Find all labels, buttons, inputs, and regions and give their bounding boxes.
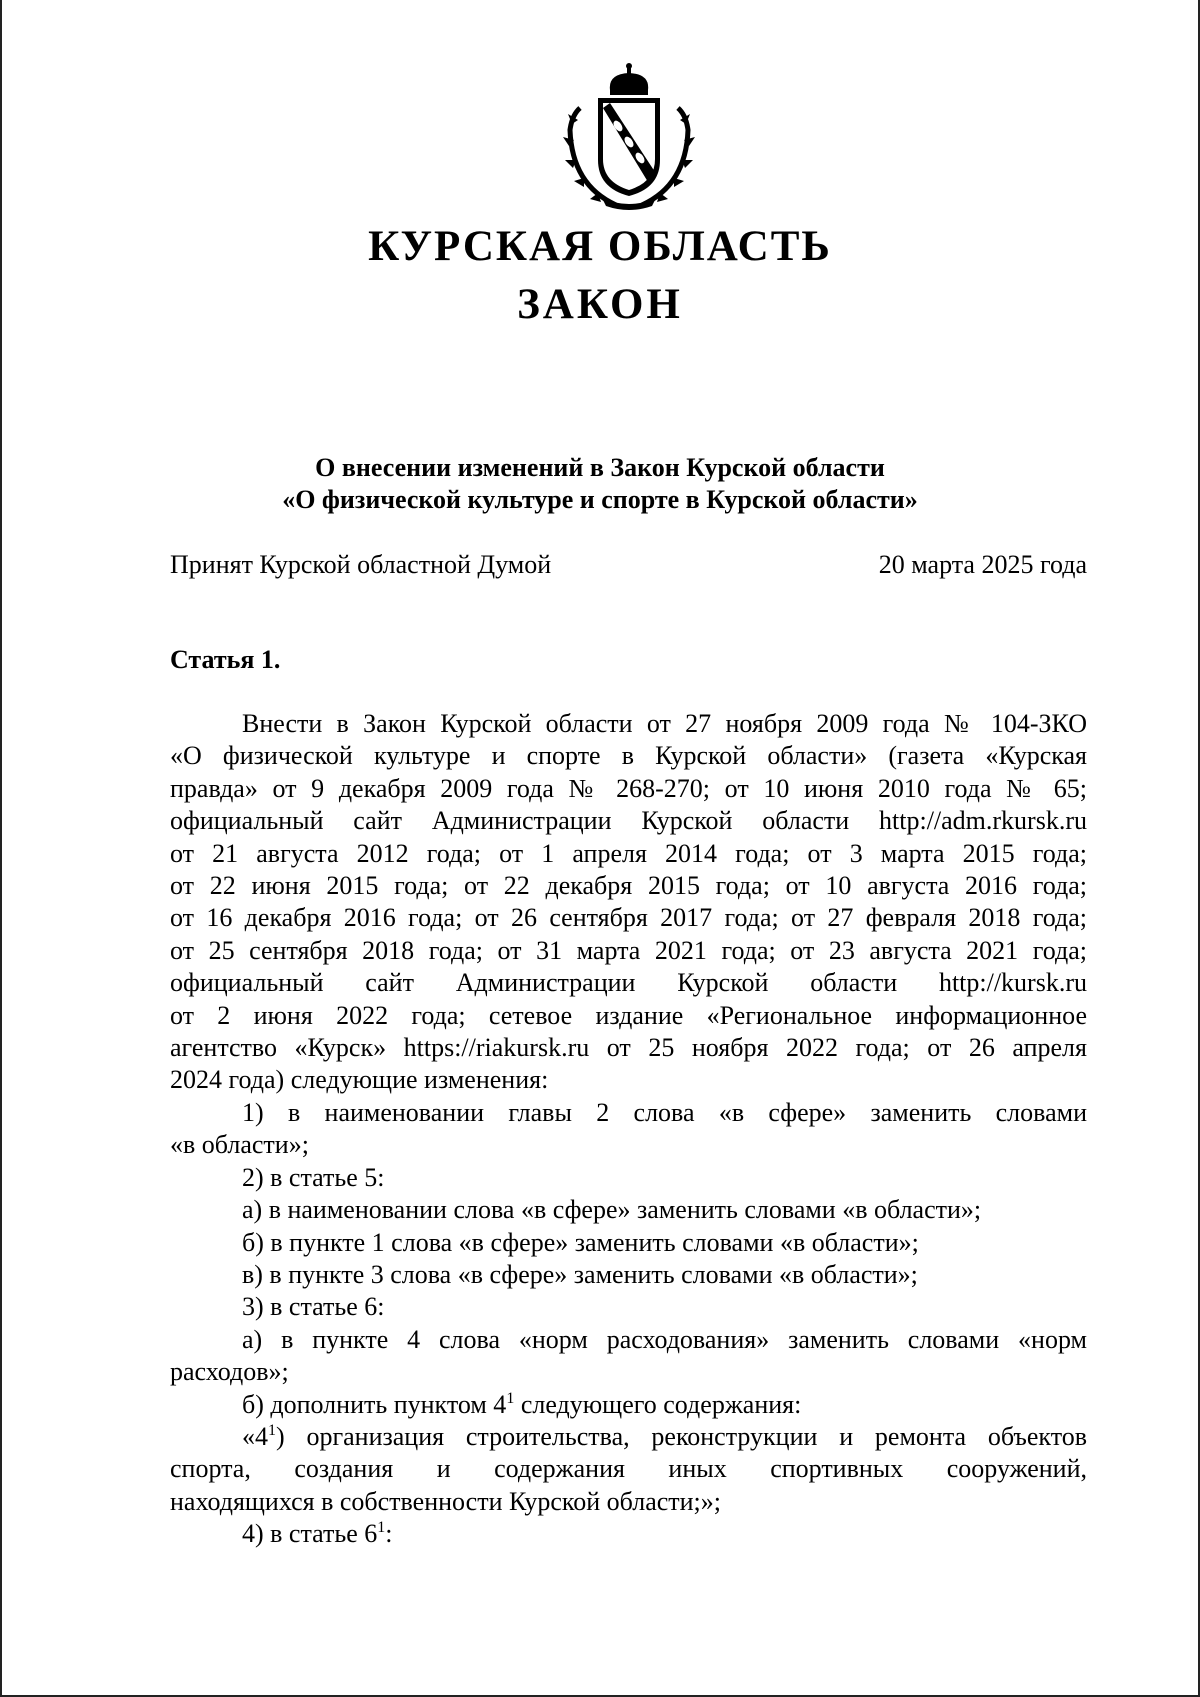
coat-of-arms-icon [558, 60, 700, 210]
intro-line: от 2 июня 2022 года; сетевое издание «Региональное информационное [170, 1000, 1087, 1030]
intro-line: от 22 июня 2015 года; от 22 декабря 2015 года; от 10 августа 2016 года; [170, 871, 1087, 901]
article-body [170, 708, 1087, 1551]
intro-line: официальный сайт Администрации Курской области http://adm.rkursk.ru [170, 806, 1087, 836]
intro-line: от 16 декабря 2016 года; от 26 сентября 2017 года; от 27 февраля 2018 года; [170, 903, 1087, 933]
law-title-line-1: О внесении изменений в Закон Курской области [315, 453, 885, 482]
item-3b-text: б) дополнить пунктом 4 [242, 1389, 507, 1419]
item-3b-text-end: следующего содержания: [514, 1389, 802, 1419]
amendment-item-1: 1) в наименовании главы 2 слова «в сфере» заменить словами [242, 1097, 1087, 1127]
amendment-item-3: 3) в статье 6: [242, 1292, 385, 1322]
amendment-item-3a: а) в пункте 4 слова «норм расходования» заменить словами «норм [242, 1324, 1087, 1354]
quoted-clause-end: находящихся в собственности Курской области;»; [170, 1486, 722, 1516]
article-heading: Статья 1. [170, 645, 281, 674]
amendment-item-2b: б) в пункте 1 слова «в сфере» заменить словами «в области»; [242, 1227, 919, 1257]
amendment-item-2c: в) в пункте 3 слова «в сфере» заменить словами «в области»; [242, 1259, 918, 1289]
intro-line: 2024 года) следующие изменения: [170, 1065, 549, 1095]
adoption-date: 20 марта 2025 года [878, 550, 1087, 579]
superscript: 1 [268, 1421, 276, 1439]
intro-line: «О физической культуре и спорте в Курской области» (газета «Курская [170, 741, 1087, 771]
quoted-clause-text: ) организация строительства, реконструкции и ремонта объектов [276, 1421, 1087, 1451]
quoted-clause-cont: спорта, создания и содержания иных спортивных сооружений, [170, 1454, 1087, 1484]
adopted-by: Принят Курской областной Думой [170, 550, 552, 579]
law-title-line-2: «О физической культуре и спорте в Курской области» [282, 485, 918, 514]
quoted-clause [170, 1421, 1087, 1453]
intro-line: от 25 сентября 2018 года; от 31 марта 2021 года; от 23 августа 2021 года; [170, 935, 1087, 965]
superscript: 1 [506, 1389, 515, 1407]
amendment-item-2: 2) в статье 5: [242, 1162, 385, 1192]
amendment-item-1-cont: «в области»; [170, 1130, 309, 1160]
amendment-item-3b [170, 1389, 1087, 1421]
superscript: 1 [377, 1519, 386, 1537]
intro-line: от 21 августа 2012 года; от 1 апреля 2014 года; от 3 марта 2015 года; [170, 838, 1087, 868]
amendment-item-3a-cont: расходов»; [170, 1357, 289, 1387]
item-4-text-end: : [385, 1519, 393, 1549]
intro-line: официальный сайт Администрации Курской области http://kursk.ru [170, 968, 1087, 998]
intro-line: правда» от 9 декабря 2009 года № 268-270; от 10 июня 2010 года № 65; [170, 773, 1087, 803]
amendment-item-4 [170, 1518, 1087, 1550]
law-title [0, 452, 1200, 516]
item-4-text: 4) в статье 6 [242, 1519, 378, 1549]
document-type: ЗАКОН [517, 281, 683, 328]
quoted-clause-number: «4 [242, 1421, 268, 1451]
intro-line: Внести в Закон Курской области от 27 ноября 2009 года № 104-ЗКО [242, 709, 1087, 738]
intro-line: агентство «Курск» https://riakursk.ru от 25 ноября 2022 года; от 26 апреля [170, 1033, 1087, 1063]
region-name: КУРСКАЯ ОБЛАСТЬ [368, 223, 832, 270]
amendment-item-2a: а) в наименовании слова «в сфере» заменить словами «в области»; [242, 1195, 982, 1225]
